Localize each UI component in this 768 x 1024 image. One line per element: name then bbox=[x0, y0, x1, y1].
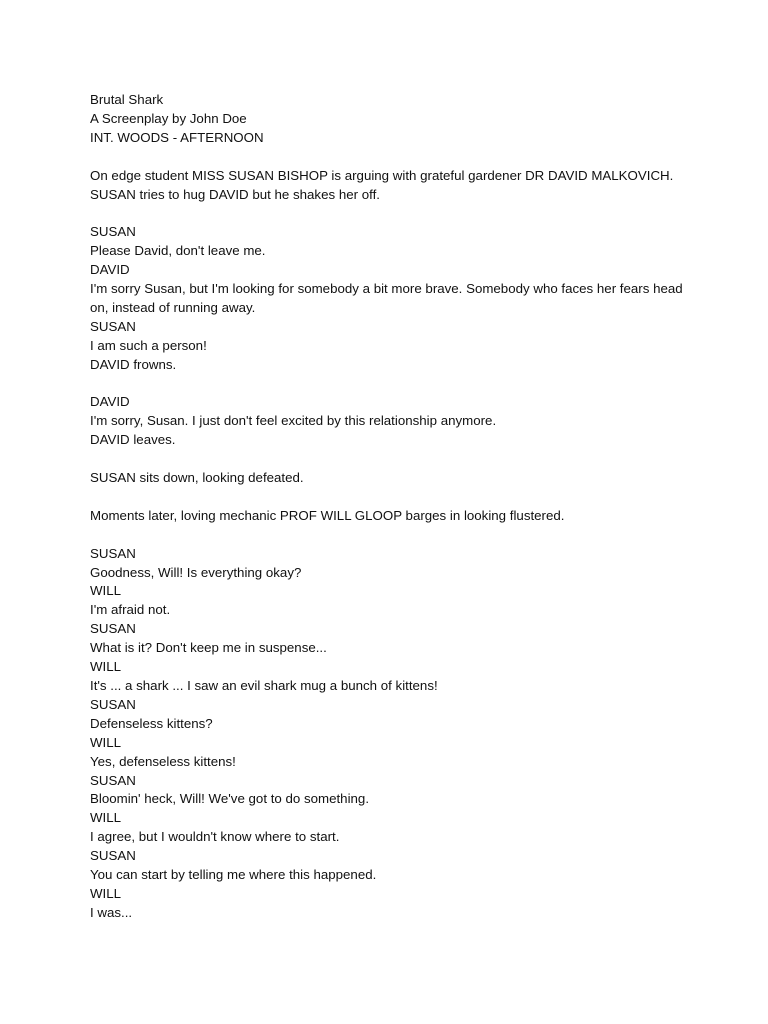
blank-line bbox=[90, 526, 690, 545]
dialogue-line: I'm sorry Susan, but I'm looking for somebody a bit more brave. Somebody who faces her fears head on, instead of running away. bbox=[90, 281, 683, 315]
character-cue: WILL bbox=[90, 885, 122, 901]
character-cue: WILL bbox=[90, 659, 122, 675]
character-cue: SUSAN bbox=[90, 696, 136, 712]
blank-line bbox=[90, 204, 690, 223]
action-line: DAVID leaves. bbox=[90, 432, 176, 448]
script-body bbox=[90, 148, 690, 923]
dialogue-line: What is it? Don't keep me in suspense... bbox=[90, 640, 327, 656]
dialogue-line: Please David, don't leave me. bbox=[90, 243, 266, 259]
character-cue: SUSAN bbox=[90, 848, 136, 864]
dialogue-line: I am such a person! bbox=[90, 337, 207, 353]
dialogue-line: I'm sorry, Susan. I just don't feel excited by this relationship anymore. bbox=[90, 413, 497, 429]
action-line: SUSAN sits down, looking defeated. bbox=[90, 470, 304, 486]
dialogue-line: I was... bbox=[90, 904, 133, 920]
character-cue: SUSAN bbox=[90, 224, 136, 240]
character-cue: DAVID bbox=[90, 394, 130, 410]
screenplay-byline: A Screenplay by John Doe bbox=[90, 110, 247, 126]
dialogue-line: It's ... a shark ... I saw an evil shark mug a bunch of kittens! bbox=[90, 678, 438, 693]
character-cue: SUSAN bbox=[90, 772, 136, 788]
blank-line bbox=[90, 488, 690, 507]
character-cue: SUSAN bbox=[90, 545, 136, 561]
blank-line bbox=[90, 375, 690, 394]
dialogue-line: Defenseless kittens? bbox=[90, 715, 213, 731]
character-cue: WILL bbox=[90, 810, 122, 826]
dialogue-line: I agree, but I wouldn't know where to start. bbox=[90, 829, 340, 845]
blank-line bbox=[90, 148, 690, 167]
screenplay-page bbox=[90, 91, 690, 923]
character-cue: DAVID bbox=[90, 262, 130, 278]
dialogue-line: You can start by telling me where this happened. bbox=[90, 867, 377, 883]
dialogue-line: I'm afraid not. bbox=[90, 602, 171, 618]
dialogue-line: Goodness, Will! Is everything okay? bbox=[90, 564, 302, 580]
scene-heading: INT. WOODS - AFTERNOON bbox=[90, 129, 264, 145]
character-cue: WILL bbox=[90, 734, 122, 750]
character-cue: SUSAN bbox=[90, 318, 136, 334]
blank-line bbox=[90, 450, 690, 469]
dialogue-line: Bloomin' heck, Will! We've got to do something. bbox=[90, 791, 370, 807]
action-line: DAVID frowns. bbox=[90, 356, 177, 372]
character-cue: SUSAN bbox=[90, 621, 136, 637]
action-line: Moments later, loving mechanic PROF WILL GLOOP barges in looking flustered. bbox=[90, 507, 565, 523]
screenplay-title: Brutal Shark bbox=[90, 92, 164, 107]
action-line: On edge student MISS SUSAN BISHOP is arguing with grateful gardener DR DAVID MALKOVICH. SUSAN tries to hug DAVID but he shakes her off. bbox=[90, 167, 674, 202]
character-cue: WILL bbox=[90, 583, 122, 599]
dialogue-line: Yes, defenseless kittens! bbox=[90, 753, 236, 769]
